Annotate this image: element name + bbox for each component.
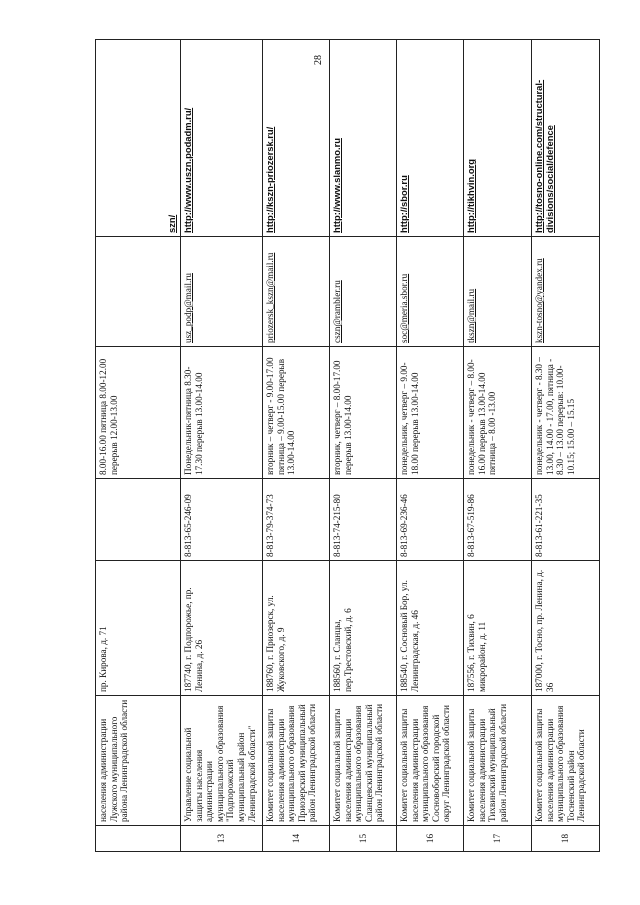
website xyxy=(263,40,330,237)
table-row xyxy=(263,40,330,852)
working-hours: понедельник - четверг – 8.00-16.00 перерыв 13.00-14.00 пятница – 8.00 -13.00 xyxy=(464,347,532,479)
address: 188540, г. Сосновый Бор, ул. Ленинградская, д. 46 xyxy=(397,561,464,696)
website xyxy=(181,40,263,237)
email xyxy=(263,237,330,347)
phone: 8-813-69-236-46 xyxy=(397,479,464,561)
phone: 8-813-67-519-86 xyxy=(464,479,532,561)
row-number: 14 xyxy=(263,826,330,852)
email-link[interactable]: soc@meria.sbor.ru xyxy=(399,273,409,343)
row-number xyxy=(96,826,181,852)
working-hours: вторник, четверг – 8.00-17.00 перерыв 13.00-14.00 xyxy=(330,347,397,479)
social-protection-directory-table xyxy=(95,39,600,852)
phone: 8-813-65-246-09 xyxy=(181,479,263,561)
table-row xyxy=(96,40,181,852)
table-body xyxy=(96,40,600,852)
row-number: 15 xyxy=(330,826,397,852)
table-row xyxy=(330,40,397,852)
row-number: 18 xyxy=(532,826,600,852)
row-number: 13 xyxy=(181,826,263,852)
working-hours: 8.00-16.00 пятница 8.00-12.00 перерыв 12.00-13.00 xyxy=(96,347,181,479)
rotated-table-container xyxy=(95,40,587,852)
page-number: 28 xyxy=(313,55,324,65)
working-hours: понедельник, четверг – 9.00-18.00 перерыв 13.00-14.00 xyxy=(397,347,464,479)
email xyxy=(181,237,263,347)
organization-name: Комитет социальной защиты населения администрации муниципального образования Сланцевский муниципальный район Ленинградской области xyxy=(330,696,397,826)
website-link[interactable]: http://tikhvin.org xyxy=(465,159,476,233)
address: 187740, г. Подпорожье, пр. Ленина, д. 26 xyxy=(181,561,263,696)
table-row xyxy=(464,40,532,852)
email xyxy=(96,237,181,347)
website xyxy=(532,40,600,237)
website-link[interactable]: http://tosno-online.com/structural-divisions/social/defence xyxy=(533,79,555,233)
email xyxy=(464,237,532,347)
table-row xyxy=(532,40,600,852)
email xyxy=(532,237,600,347)
phone: 8-813-61-221-35 xyxy=(532,479,600,561)
address: 188560, г. Сланцы, пер.Трестовский, д. 6 xyxy=(330,561,397,696)
organization-name: Комитет социальной защиты населения администрации муниципального образования Тосненский район Ленинградской области xyxy=(532,696,600,826)
website xyxy=(330,40,397,237)
organization-name: Комитет социальной защиты населения администрации муниципального образования Приозерский муниципальный район Ленинградской области xyxy=(263,696,330,826)
website xyxy=(96,40,181,237)
address: 187556, г. Тихвин, 6 микрорайон, д. 11 xyxy=(464,561,532,696)
email-link[interactable]: tkszn@mail.ru xyxy=(466,288,476,343)
website-link[interactable]: http://www.uszn.podadm.ru/ xyxy=(182,107,193,233)
address: 187000, г. Тосно, пр. Ленина, д. 36 xyxy=(532,561,600,696)
email-link[interactable]: cszn@rambler.ru xyxy=(332,280,342,343)
phone: 8-813-79-374-73 xyxy=(263,479,330,561)
address: 188760, г. Приозерск, ул. Жуковского, д. 9 xyxy=(263,561,330,696)
website xyxy=(464,40,532,237)
email-link[interactable]: kszn-tosno@yandex.ru xyxy=(534,258,544,343)
organization-name: Комитет социальной защиты населения администрации муниципального образования Сосновоборский городской округ Ленинградской области xyxy=(397,696,464,826)
organization-name: Комитет социальной защиты населения администрации Тихвинский муниципальный район Ленинградской области xyxy=(464,696,532,826)
working-hours: вторник – четверг - 9.00-17.00 пятница – 9.00-15.00 перерыв 13.00-14.00 xyxy=(263,347,330,479)
email-link[interactable]: usz_podp@mail.ru xyxy=(183,273,193,343)
directory-table-frame xyxy=(95,40,587,852)
website-link[interactable]: http://www.slanmo.ru xyxy=(331,138,342,233)
email xyxy=(330,237,397,347)
website-link[interactable]: http://kszn-priozersk.ru/ xyxy=(264,126,275,233)
email-link[interactable]: priozersk_kszn@mail.ru xyxy=(265,252,275,343)
working-hours: понедельник - четверг - 8.30 – 13.00, 14.00 - 17.00, пятница - 8.30 – 13.00 перерыв: 10.00-10.15; 15.00 – 15.15 xyxy=(532,347,600,479)
row-number: 17 xyxy=(464,826,532,852)
phone: 8-813-74-215-80 xyxy=(330,479,397,561)
organization-name: населения администрации Лужского муниципального района Ленинградской области xyxy=(96,696,181,826)
organization-name: Управление социальной защиты населения администрации муниципального образования "Подпорожский муниципальный район Ленинградской области" xyxy=(181,696,263,826)
address: пр. Кирова, д. 71 xyxy=(96,561,181,696)
row-number: 16 xyxy=(397,826,464,852)
website xyxy=(397,40,464,237)
website-link[interactable]: http://sbor.ru xyxy=(398,175,409,233)
table-row xyxy=(397,40,464,852)
working-hours: Понедельник-пятница 8.30-17.30 перерыв 13.00-14.00 xyxy=(181,347,263,479)
website-link[interactable]: szn/ xyxy=(166,214,178,233)
email xyxy=(397,237,464,347)
phone xyxy=(96,479,181,561)
table-row xyxy=(181,40,263,852)
